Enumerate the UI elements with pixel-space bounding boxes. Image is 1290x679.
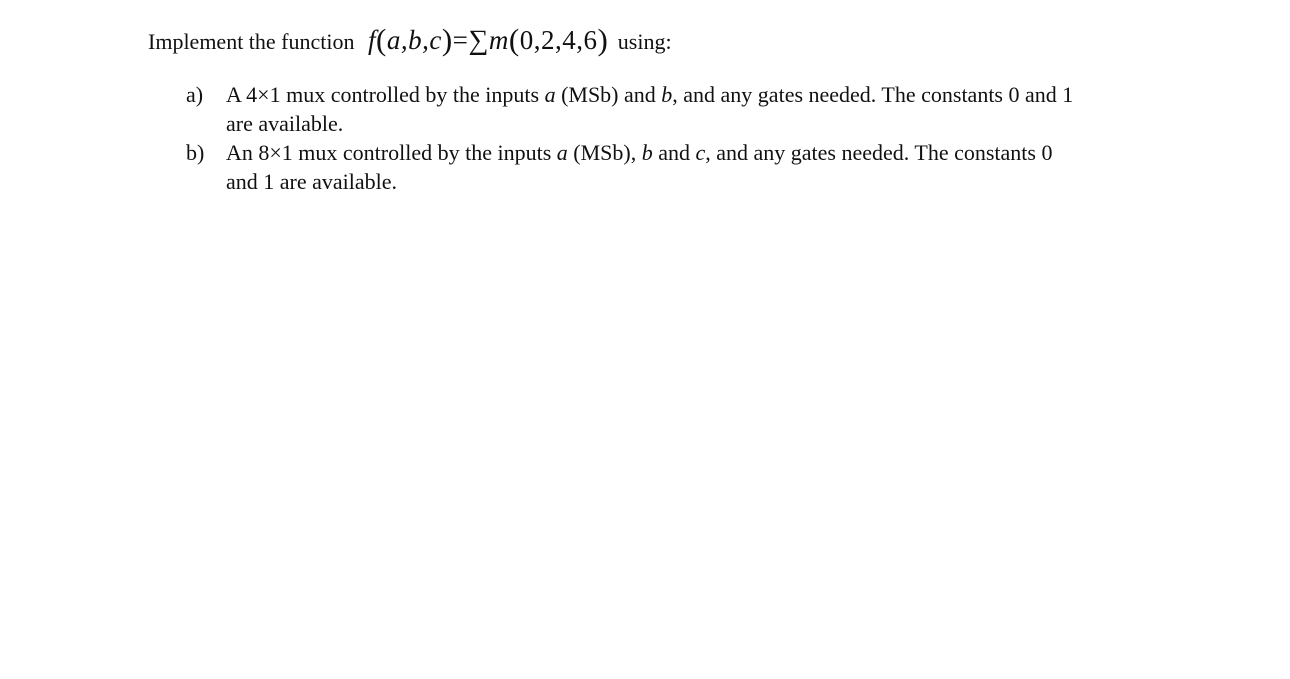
intro-suffix: using: xyxy=(617,29,672,54)
intro-prefix: Implement the function xyxy=(148,29,355,54)
task-item-a xyxy=(186,80,1146,138)
item-marker: a) xyxy=(186,82,204,107)
minterm-list: 0,2,4,6 xyxy=(519,25,598,55)
task-list xyxy=(186,80,1146,196)
function-expression: f(a,b,c)=∑m(0,2,4,6) xyxy=(368,22,609,57)
function-args: a,b,c xyxy=(386,25,442,55)
problem-statement xyxy=(148,22,672,59)
equals-sign: = xyxy=(452,25,469,55)
item-text: An 8×1 mux controlled by the inputs a (MSb), b and c, and any gates needed. The constants 0 and 1 are available. xyxy=(226,140,1053,194)
minterm-symbol: m xyxy=(488,25,509,55)
item-marker: b) xyxy=(186,140,205,165)
task-item-b xyxy=(186,138,1146,196)
item-text: A 4×1 mux controlled by the inputs a (MSb) and b, and any gates needed. The constants 0 and 1 are available. xyxy=(226,82,1074,136)
function-name: f xyxy=(368,25,377,55)
sigma-icon: ∑ xyxy=(468,25,489,56)
